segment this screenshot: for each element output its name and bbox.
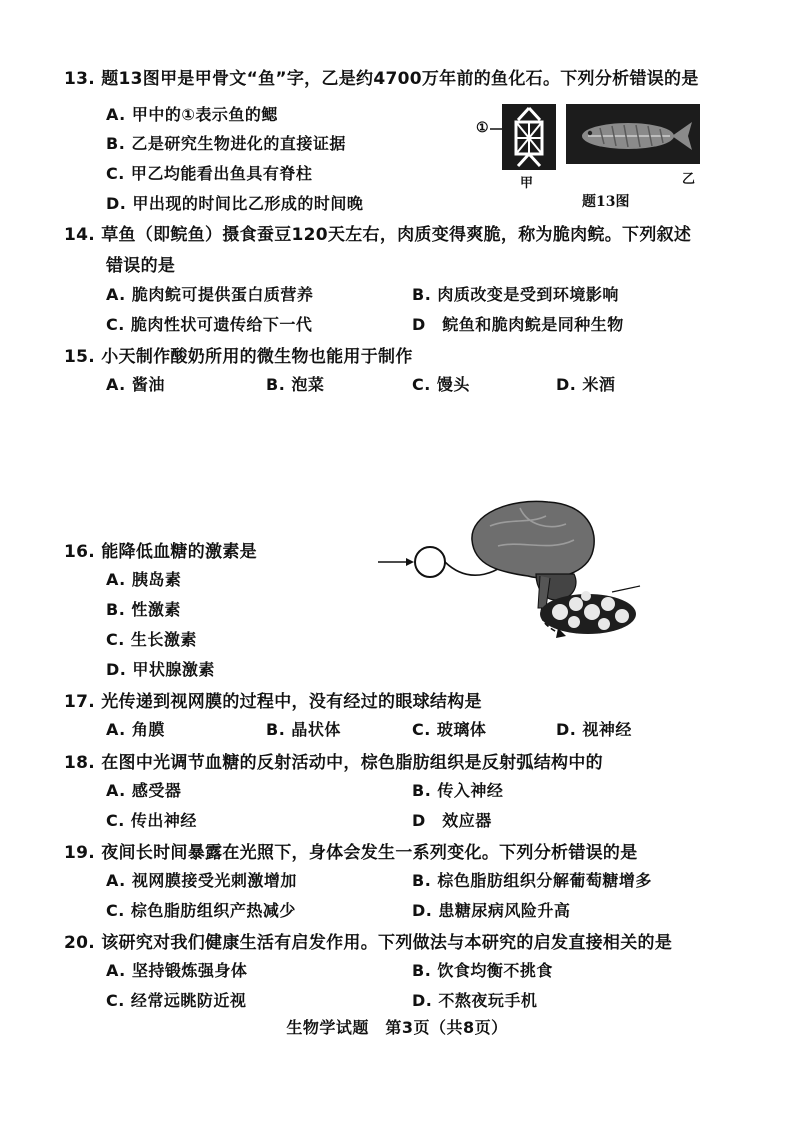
q18-stem: 18. 在图中光调节血糖的反射活动中，棕色脂肪组织是反射弧结构中的 bbox=[64, 753, 603, 773]
q19-option-b: B. 棕色脂肪组织分解葡萄糖增多 bbox=[412, 871, 652, 890]
q20-option-c: C. 经常远眺防近视 bbox=[106, 991, 247, 1010]
q14-option-b: B. 肉质改变是受到环境影响 bbox=[412, 285, 619, 304]
q18-option-b: B. 传入神经 bbox=[412, 781, 504, 800]
q19-option-a: A. 视网膜接受光刺激增加 bbox=[106, 871, 297, 890]
q16-option-b: B. 性激素 bbox=[106, 600, 181, 619]
page-footer: 生物学试题 第3页（共8页） bbox=[286, 1018, 508, 1037]
q15-option-b: B. 泡菜 bbox=[266, 375, 325, 394]
q20-option-d: D. 不熬夜玩手机 bbox=[412, 991, 538, 1010]
q13-option-c: C. 甲乙均能看出鱼具有脊柱 bbox=[106, 164, 313, 183]
fig13-caption: 题13图 bbox=[582, 194, 630, 210]
q15-stem: 15. 小天制作酸奶所用的微生物也能用于制作 bbox=[64, 347, 413, 367]
q14-stem-line1: 14. 草鱼（即鲩鱼）摄食蚕豆120天左右，肉质变得爽脆，称为脆肉鲩。下列叙述 bbox=[64, 225, 692, 245]
fig13-marker-line bbox=[490, 126, 502, 132]
q19-option-d: D. 患糖尿病风险升高 bbox=[412, 901, 571, 920]
oracle-fish-character-image bbox=[502, 104, 556, 170]
q15-option-a: A. 酱油 bbox=[106, 375, 165, 394]
q16-stem: 16. 能降低血糖的激素是 bbox=[64, 542, 257, 562]
q16-option-d: D. 甲状腺激素 bbox=[106, 660, 215, 679]
q19-option-c: C. 棕色脂肪组织产热减少 bbox=[106, 901, 296, 920]
q14-option-c: C. 脆肉性状可遗传给下一代 bbox=[106, 315, 313, 334]
q17-option-c: C. 玻璃体 bbox=[412, 720, 487, 739]
q15-option-c: C. 馒头 bbox=[412, 375, 470, 394]
fig13-label-jia: 甲 bbox=[520, 176, 534, 191]
fig13-label-yi: 乙 bbox=[682, 172, 696, 187]
q15-option-d: D. 米酒 bbox=[556, 375, 616, 394]
q14-stem-line2: 错误的是 bbox=[106, 256, 176, 276]
q18-option-d: D 效应器 bbox=[412, 811, 492, 830]
q18-option-a: A. 感受器 bbox=[106, 781, 182, 800]
q17-stem: 17. 光传递到视网膜的过程中，没有经过的眼球结构是 bbox=[64, 692, 482, 712]
q18-option-c: C. 传出神经 bbox=[106, 811, 197, 830]
q13-option-d: D. 甲出现的时间比乙形成的时间晚 bbox=[106, 194, 364, 213]
q16-option-a: A. 胰岛素 bbox=[106, 570, 182, 589]
q19-stem: 19. 夜间长时间暴露在光照下，身体会发生一系列变化。下列分析错误的是 bbox=[64, 843, 638, 863]
fig13-marker: ① bbox=[476, 120, 489, 136]
fish-fossil-image bbox=[566, 104, 700, 164]
q17-option-a: A. 角膜 bbox=[106, 720, 165, 739]
q14-option-a: A. 脆肉鲩可提供蛋白质营养 bbox=[106, 285, 314, 304]
q13-stem: 13. 题13图甲是甲骨文“鱼”字，乙是约4700万年前的鱼化石。下列分析错误的是 bbox=[64, 69, 699, 89]
q13-option-a: A. 甲中的①表示鱼的鳃 bbox=[106, 105, 278, 124]
q13-option-b: B. 乙是研究生物进化的直接证据 bbox=[106, 134, 346, 153]
q17-option-b: B. 晶状体 bbox=[266, 720, 341, 739]
q16-option-c: C. 生长激素 bbox=[106, 630, 197, 649]
q20-option-b: B. 饮食均衡不挑食 bbox=[412, 961, 553, 980]
q20-option-a: A. 坚持锻炼强身体 bbox=[106, 961, 248, 980]
fig16-diagram bbox=[360, 496, 660, 656]
q17-option-d: D. 视神经 bbox=[556, 720, 632, 739]
q14-option-d: D 鲩鱼和脆肉鲩是同种生物 bbox=[412, 315, 624, 334]
q20-stem: 20. 该研究对我们健康生活有启发作用。下列做法与本研究的启发直接相关的是 bbox=[64, 933, 673, 953]
